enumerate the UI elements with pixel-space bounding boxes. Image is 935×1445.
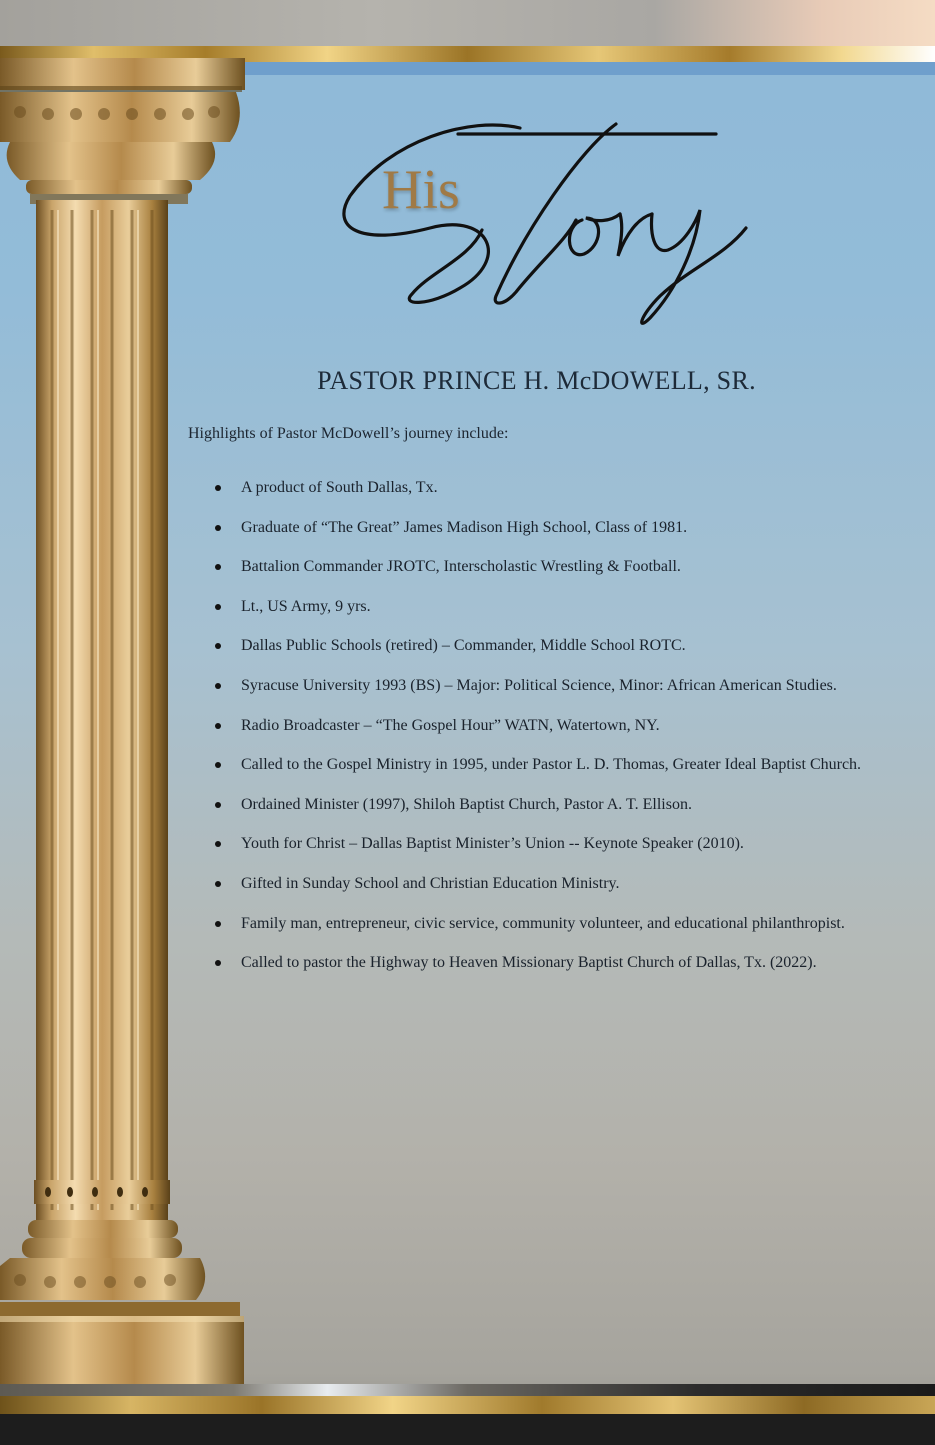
bullet-icon — [215, 564, 221, 570]
list-item: Graduate of “The Great” James Madison High School, Class of 1981. — [188, 508, 908, 548]
list-item: Battalion Commander JROTC, Interscholastic Wrestling & Football. — [188, 547, 908, 587]
list-item: Ordained Minister (1997), Shiloh Baptist Church, Pastor A. T. Ellison. — [188, 785, 908, 825]
blue-accent-strip — [245, 62, 935, 75]
bullet-icon — [215, 525, 221, 531]
gold-border-bottom — [0, 1396, 935, 1414]
bullet-icon — [215, 802, 221, 808]
bottom-light-band — [0, 1384, 935, 1396]
list-item: Youth for Christ – Dallas Baptist Minister’s Union -- Keynote Speaker (2010). — [188, 824, 908, 864]
bullet-icon — [215, 485, 221, 491]
bullet-icon — [215, 881, 221, 887]
bullet-icon — [215, 604, 221, 610]
list-item: Called to pastor the Highway to Heaven Missionary Baptist Church of Dallas, Tx. (2022). — [188, 943, 908, 983]
list-item: Family man, entrepreneur, civic service, community volunteer, and educational philanthropist. — [188, 904, 908, 944]
bullet-icon — [215, 960, 221, 966]
pastor-name-heading: PASTOR PRINCE H. McDOWELL, SR. — [317, 366, 756, 395]
his-word: His — [382, 159, 460, 221]
story-script-word — [320, 110, 760, 340]
bullet-icon — [215, 921, 221, 927]
dark-footer-strip — [0, 1414, 935, 1445]
list-item: Called to the Gospel Ministry in 1995, under Pastor L. D. Thomas, Greater Ideal Baptist Church. — [188, 745, 908, 785]
list-item: A product of South Dallas, Tx. — [188, 468, 908, 508]
bullet-icon — [215, 683, 221, 689]
top-haze — [0, 0, 935, 50]
list-item: Radio Broadcaster – “The Gospel Hour” WATN, Watertown, NY. — [188, 706, 908, 746]
list-item: Gifted in Sunday School and Christian Education Ministry. — [188, 864, 908, 904]
bullet-icon — [215, 841, 221, 847]
bullet-icon — [215, 723, 221, 729]
story-title — [320, 110, 760, 340]
intro-text: Highlights of Pastor McDowell’s journey include: — [188, 425, 509, 442]
list-item: Syracuse University 1993 (BS) – Major: Political Science, Minor: African American Studies. — [188, 666, 908, 706]
bullet-icon — [215, 643, 221, 649]
highlights-list — [188, 468, 908, 983]
bullet-icon — [215, 762, 221, 768]
list-item: Dallas Public Schools (retired) – Commander, Middle School ROTC. — [188, 626, 908, 666]
list-item: Lt., US Army, 9 yrs. — [188, 587, 908, 627]
